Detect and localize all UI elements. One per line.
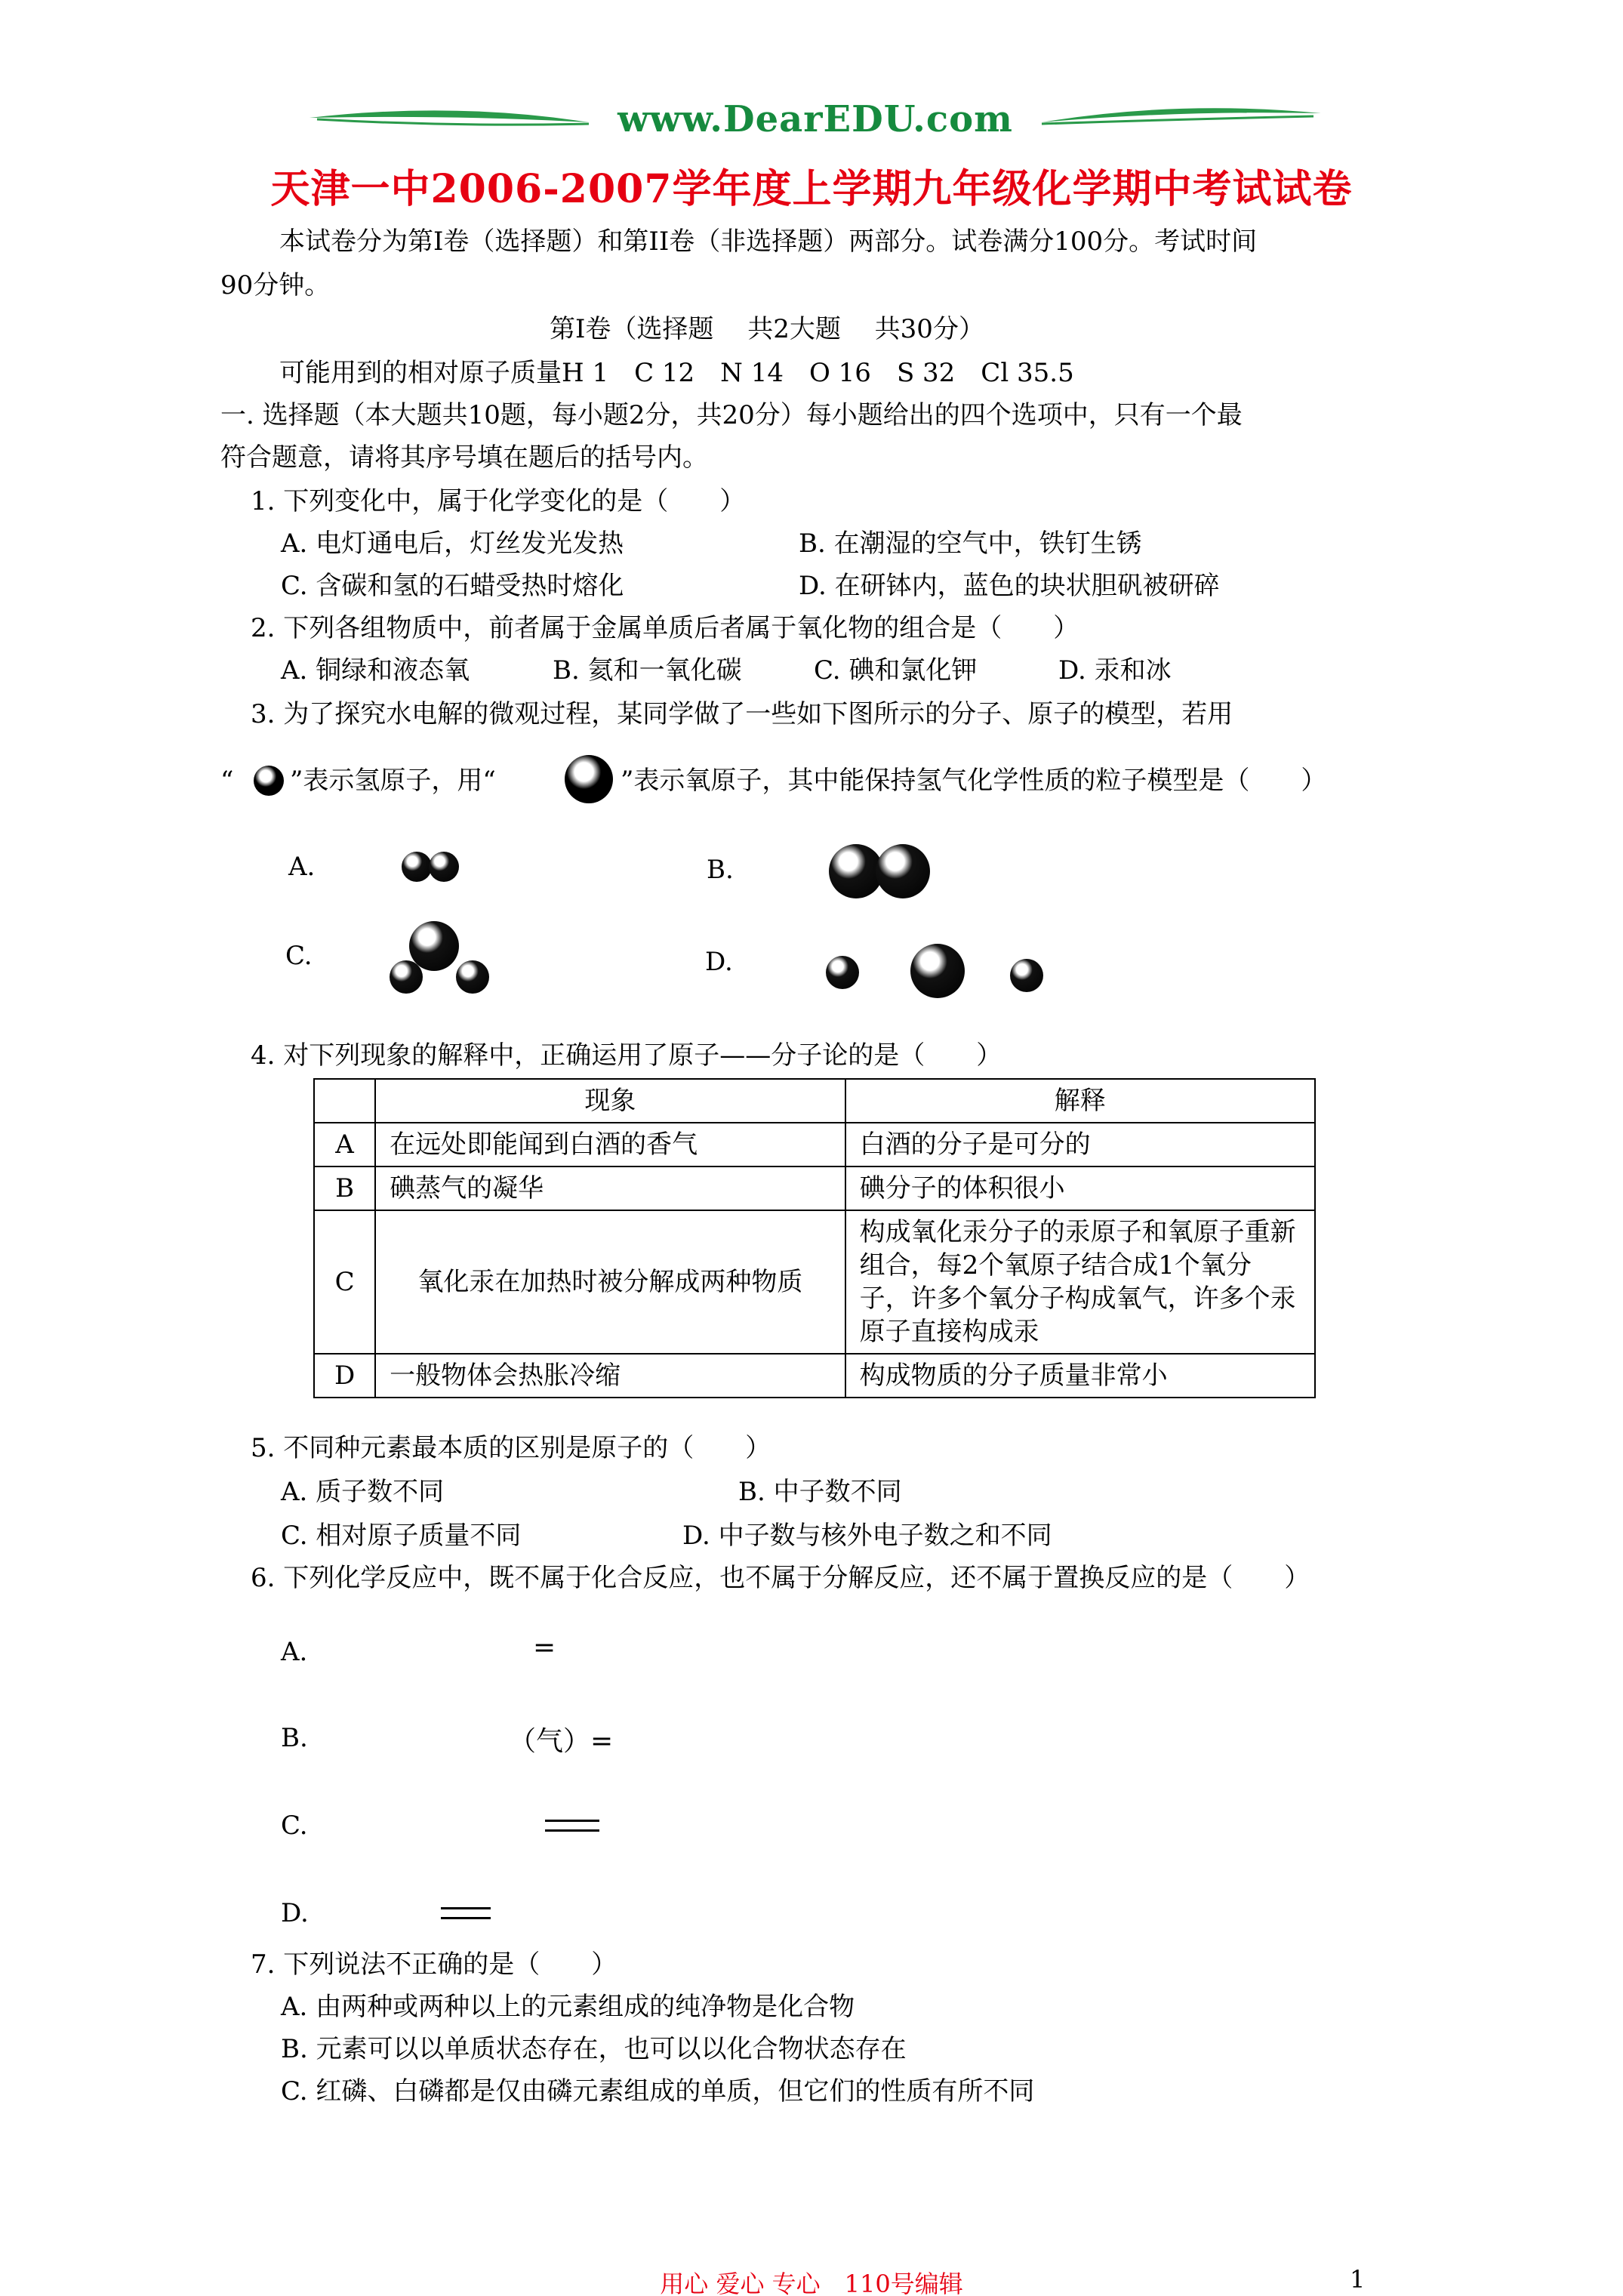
oxygen-atom-legend-icon [565,755,613,803]
q3-stem: 3. 为了探究水电解的微观过程，某同学做了一些如下图所示的分子、原子的模型，若用 [251,699,1233,729]
q7-option-a: A. 由两种或两种以上的元素组成的纯净物是化合物 [281,1992,855,2022]
table-row [314,1166,1315,1210]
phenomena-table [313,1078,1316,1398]
q1-option-b: B. 在潮湿的空气中，铁钉生锈 [799,529,1142,559]
hydrogen-atom-icon [402,852,432,882]
intro-line-1: 本试卷分为第I卷（选择题）和第II卷（非选择题）两部分。试卷满分100分。考试时间 [279,227,1258,257]
q6-option-c-label: C. [281,1811,308,1841]
atomic-masses: 可能用到的相对原子质量H 1 C 12 N 14 O 16 S 32 Cl 35.5 [279,358,1074,388]
q1-option-a: A. 电灯通电后，灯丝发光发热 [281,529,624,559]
q3-option-b-label: B. [707,855,734,885]
table-cell-explanation: 碘分子的体积很小 [845,1166,1315,1210]
q5-option-d: D. 中子数与核外电子数之和不同 [682,1521,1052,1551]
q5-option-c: C. 相对原子质量不同 [281,1521,522,1551]
q7-option-b: B. 元素可以以单质状态存在，也可以以化合物状态存在 [281,2034,907,2064]
table-row [314,1210,1315,1354]
table-header-cell: 解释 [845,1079,1315,1123]
site-url[interactable]: www.DearEDU.com [617,98,1013,140]
q3-option-d-label: D. [705,947,733,977]
q6-option-d-label: D. [281,1898,309,1928]
q6-stem: 6. 下列化学反应中，既不属于化合反应，也不属于分解反应，还不属于置换反应的是（ ） [251,1563,1310,1593]
intro-line-2: 90分钟。 [220,270,331,300]
header-logo [302,97,1329,157]
section1-line-1: 一. 选择题（本大题共10题，每小题2分，共20分）每小题给出的四个选项中，只有一个最 [220,400,1243,430]
q6-option-a-equals: = [533,1632,556,1663]
page-number: 1 [1350,2265,1366,2294]
q5-option-a: A. 质子数不同 [281,1477,445,1507]
q7-option-c: C. 红磷、白磷都是仅由磷元素组成的单质，但它们的性质有所不同 [281,2076,1035,2106]
q2-stem: 2. 下列各组物质中，前者属于金属单质后者属于氧化物的组合是（ ） [251,613,1079,643]
table-cell-key: A [314,1123,375,1166]
q5-option-b: B. 中子数不同 [738,1477,902,1507]
q2-option-b: B. 氦和一氧化碳 [553,655,742,686]
q6-option-d-reaction-sign [441,1907,491,1919]
hydrogen-atom-icon [826,956,859,989]
table-cell-explanation: 白酒的分子是可分的 [845,1123,1315,1166]
oxygen-atom-icon [876,844,930,898]
table-cell-key: D [314,1354,375,1398]
q1-option-d: D. 在研钵内，蓝色的块状胆矾被研碎 [799,571,1220,601]
q2-option-a: A. 铜绿和液态氧 [281,655,470,686]
q6-option-a-label: A. [281,1637,308,1667]
exam-title: 天津一中2006-2007学年度上学期九年级化学期中考试试卷 [270,166,1353,212]
q6-option-c-reaction-sign [545,1820,599,1832]
table-row [314,1123,1315,1166]
q3-quote-open: “ [220,766,234,796]
q2-option-d: D. 汞和冰 [1058,655,1172,686]
footer-text: 用心 爱心 专心 110号编辑 [660,2270,963,2296]
hydrogen-atom-icon [429,852,459,882]
table-cell-explanation: 构成氧化汞分子的汞原子和氧原子重新组合，每2个氧原子结合成1个氧分子，许多个氧分子构成氧气，许多个汞原子直接构成汞 [845,1210,1315,1354]
table-cell-phenomenon: 在远处即能闻到白酒的香气 [375,1123,845,1166]
q3-legend-oxygen-text: ”表示氧原子，其中能保持氢气化学性质的粒子模型是（ ） [621,766,1327,796]
table-cell-phenomenon: 氧化汞在加热时被分解成两种物质 [375,1210,845,1354]
q6-option-b-label: B. [281,1723,308,1753]
q2-option-c: C. 碘和氯化钾 [814,655,978,686]
q3-legend-hydrogen-text: ”表示氢原子，用“ [290,766,496,796]
section1-line-2: 符合题意，请将其序号填在题后的括号内。 [220,442,708,473]
hydrogen-atom-icon [456,960,489,994]
table-cell-explanation: 构成物质的分子质量非常小 [845,1354,1315,1398]
table-row [314,1354,1315,1398]
q7-stem: 7. 下列说法不正确的是（ ） [251,1949,617,1980]
hydrogen-atom-legend-icon [254,766,284,796]
table-cell-key: B [314,1166,375,1210]
q3-option-a-label: A. [288,852,316,882]
q4-stem: 4. 对下列现象的解释中，正确运用了原子——分子论的是（ ） [251,1040,1002,1071]
table-header-row [314,1079,1315,1123]
table-header-cell [314,1079,375,1123]
q1-option-c: C. 含碳和氢的石蜡受热时熔化 [281,571,624,601]
table-cell-phenomenon: 碘蒸气的凝华 [375,1166,845,1210]
part1-heading: 第I卷（选择题 共2大题 共30分） [550,314,984,344]
oxygen-atom-icon [910,944,965,998]
q1-stem: 1. 下列变化中，属于化学变化的是（ ） [251,486,746,516]
hydrogen-atom-icon [1010,959,1043,992]
table-cell-phenomenon: 一般物体会热胀冷缩 [375,1354,845,1398]
q3-option-c-label: C. [285,941,313,971]
hydrogen-atom-icon [390,960,423,994]
table-header-cell: 现象 [375,1079,845,1123]
q5-stem: 5. 不同种元素最本质的区别是原子的（ ） [251,1433,771,1463]
q6-option-b-gas-equals: （气）= [509,1726,614,1757]
table-cell-key: C [314,1210,375,1354]
